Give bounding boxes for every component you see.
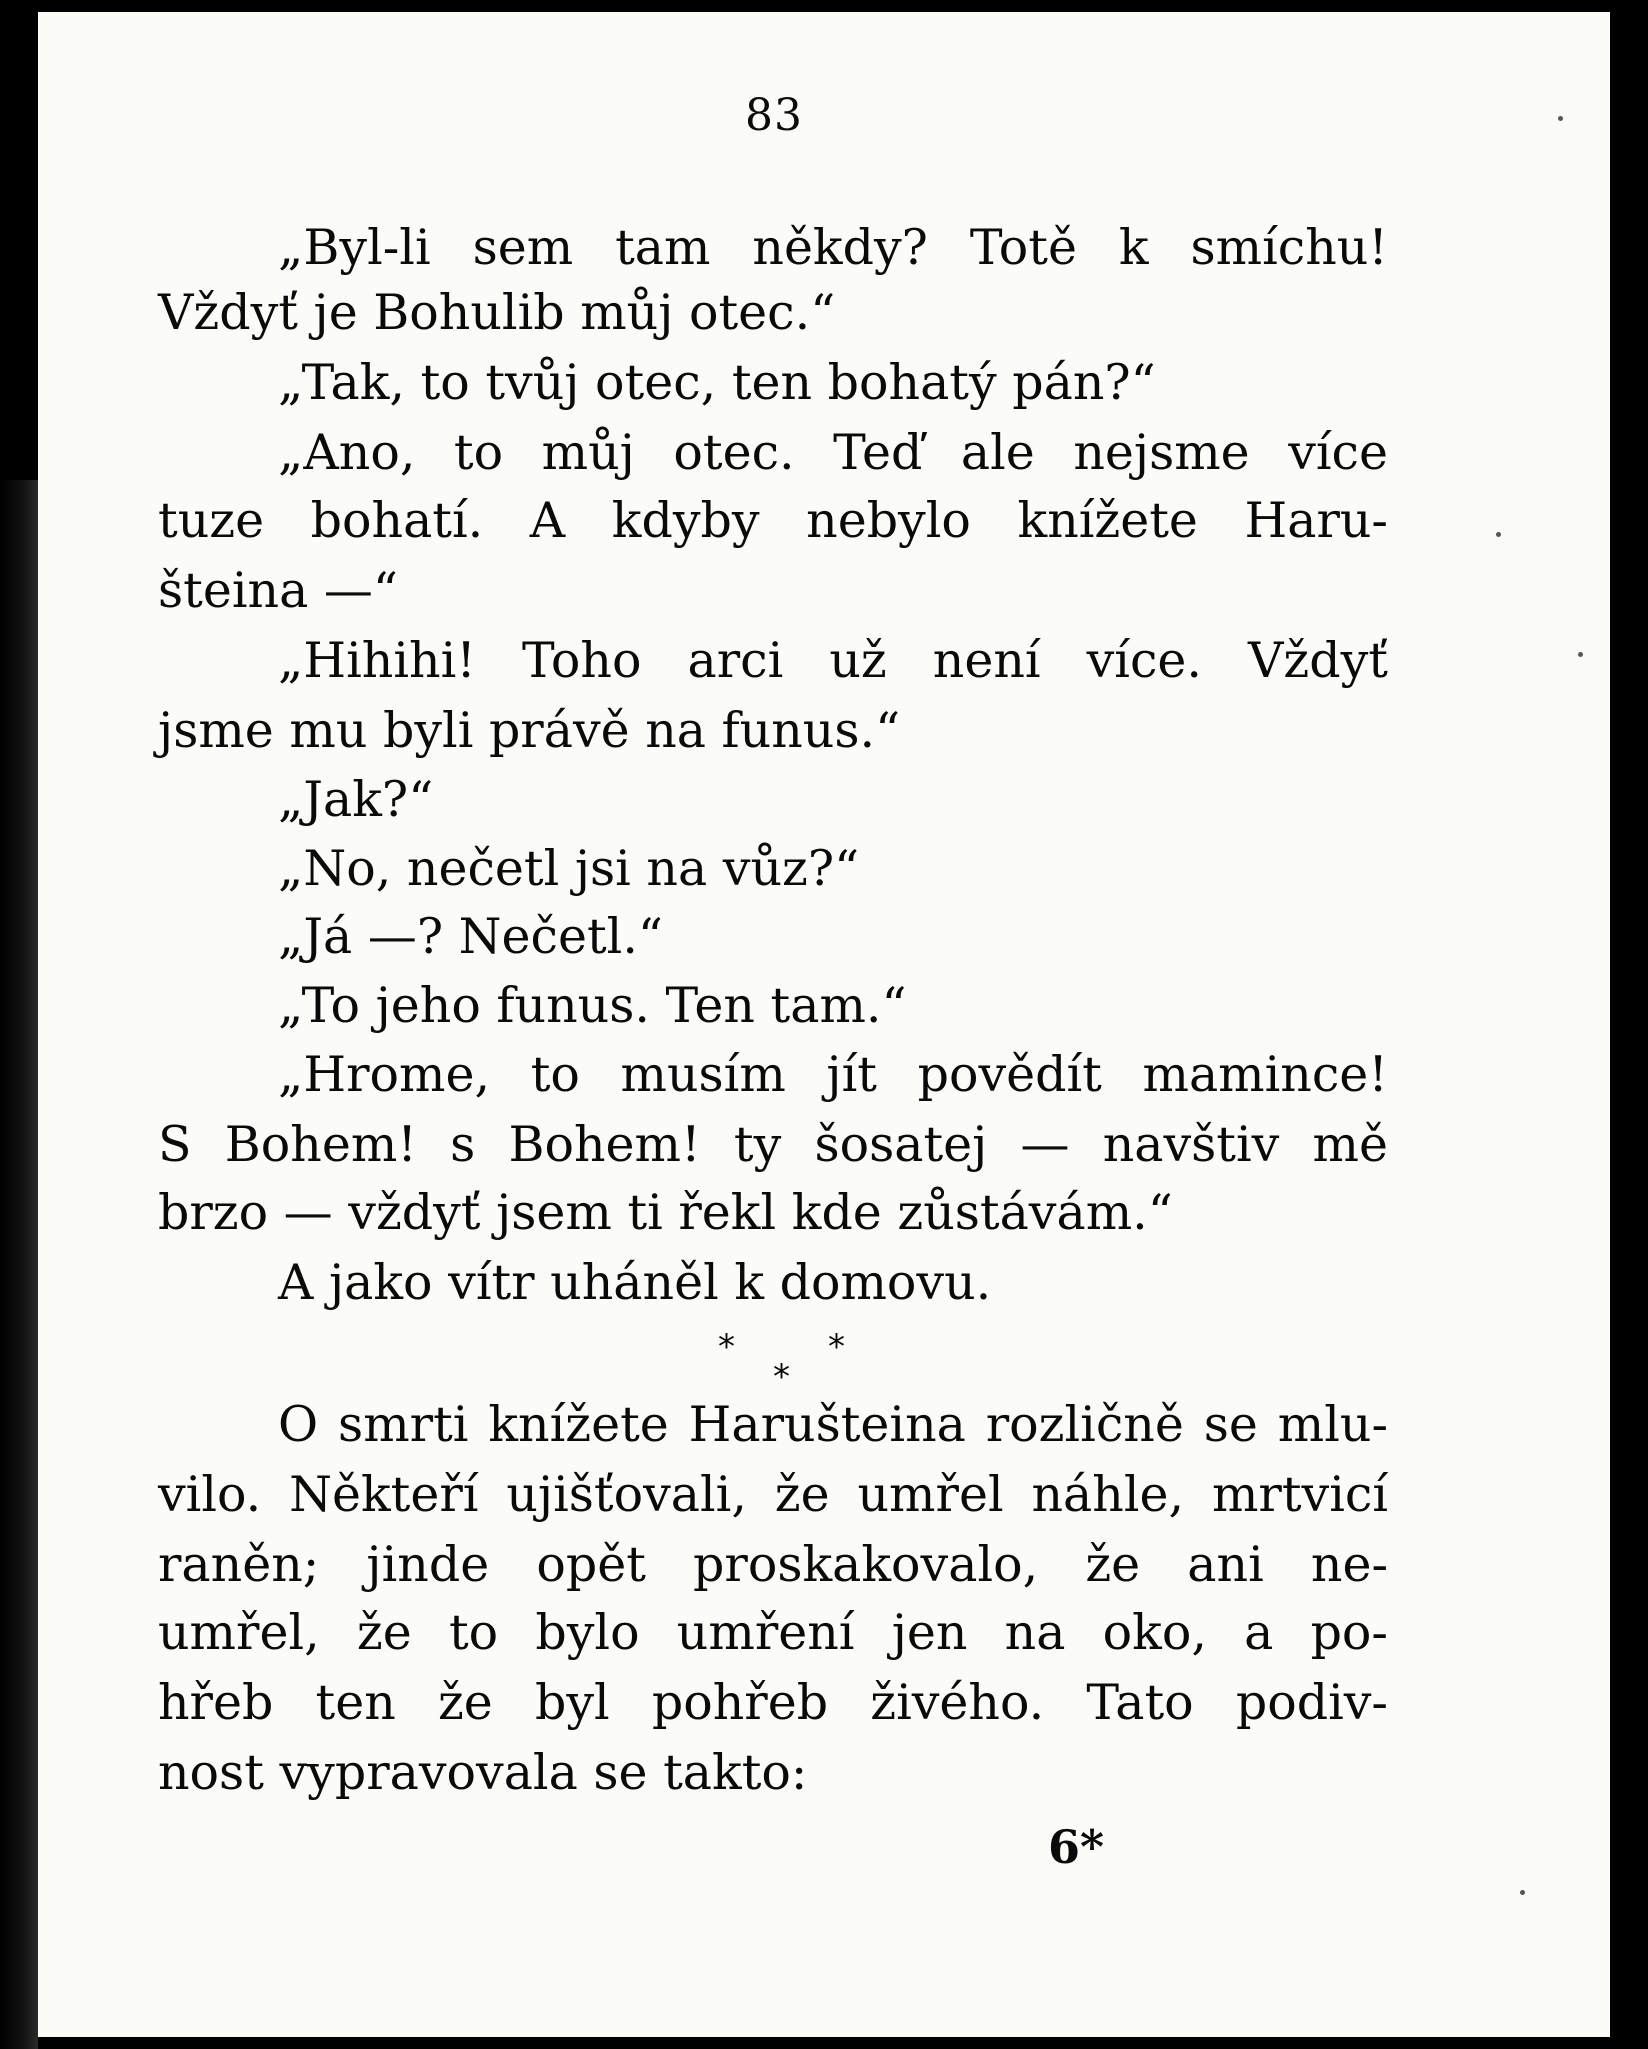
text-line: A jako vítr uháněl k domovu. xyxy=(278,1254,992,1311)
dust-speck xyxy=(1578,652,1583,657)
separator-star: * xyxy=(773,1357,790,1397)
binding-shadow xyxy=(0,480,38,2049)
text-line: nost vypravovala se takto: xyxy=(158,1744,808,1801)
dust-speck xyxy=(1496,532,1501,537)
text-line: „Tak, to tvůj otec, ten bohatý pán?“ xyxy=(278,354,1156,411)
text-line: „Hrome, to musím jít povědít mamince! xyxy=(278,1046,1388,1103)
signature-mark: 6* xyxy=(1048,1820,1105,1874)
page-number: 83 xyxy=(745,90,803,141)
separator-star: * xyxy=(718,1327,735,1367)
text-line: Vždyť je Bohulib můj otec.“ xyxy=(158,284,836,341)
text-line: tuze bohatí. A kdyby nebylo knížete Haru- xyxy=(158,492,1388,549)
text-line: brzo — vždyť jsem ti řekl kde zůstávám.“ xyxy=(158,1184,1173,1241)
text-line: „Hihihi! Toho arci už není více. Vždyť xyxy=(278,632,1388,689)
text-line: „Byl-li sem tam někdy? Totě k smíchu! xyxy=(278,219,1388,276)
text-line: O smrti knížete Harušteina rozličně se mlu- xyxy=(278,1396,1388,1453)
text-line: „Jak?“ xyxy=(278,771,434,828)
text-line: jsme mu byli právě na funus.“ xyxy=(158,702,901,759)
separator-star: * xyxy=(828,1327,845,1367)
text-line: „Ano, to můj otec. Teď ale nejsme více xyxy=(278,424,1388,481)
text-line: S Bohem! s Bohem! ty šosatej — navštiv mě xyxy=(158,1116,1388,1173)
dust-speck xyxy=(1520,1890,1525,1895)
text-line: umřel, že to bylo umření jen na oko, a po- xyxy=(158,1604,1388,1661)
text-line: „No, nečetl jsi na vůz?“ xyxy=(278,840,860,897)
book-page xyxy=(38,12,1610,2037)
dust-speck xyxy=(1558,116,1563,121)
text-line: raněn; jinde opět proskakovalo, že ani ne- xyxy=(158,1536,1388,1593)
page-text xyxy=(38,12,1610,2037)
text-line: „To jeho funus. Ten tam.“ xyxy=(278,977,907,1034)
text-line: šteina —“ xyxy=(158,562,398,619)
text-line: hřeb ten že byl pohřeb živého. Tato podiv- xyxy=(158,1674,1388,1731)
text-line: „Já —? Nečetl.“ xyxy=(278,908,663,965)
text-line: vilo. Někteří ujišťovali, že umřel náhle, mrtvicí xyxy=(158,1466,1388,1523)
